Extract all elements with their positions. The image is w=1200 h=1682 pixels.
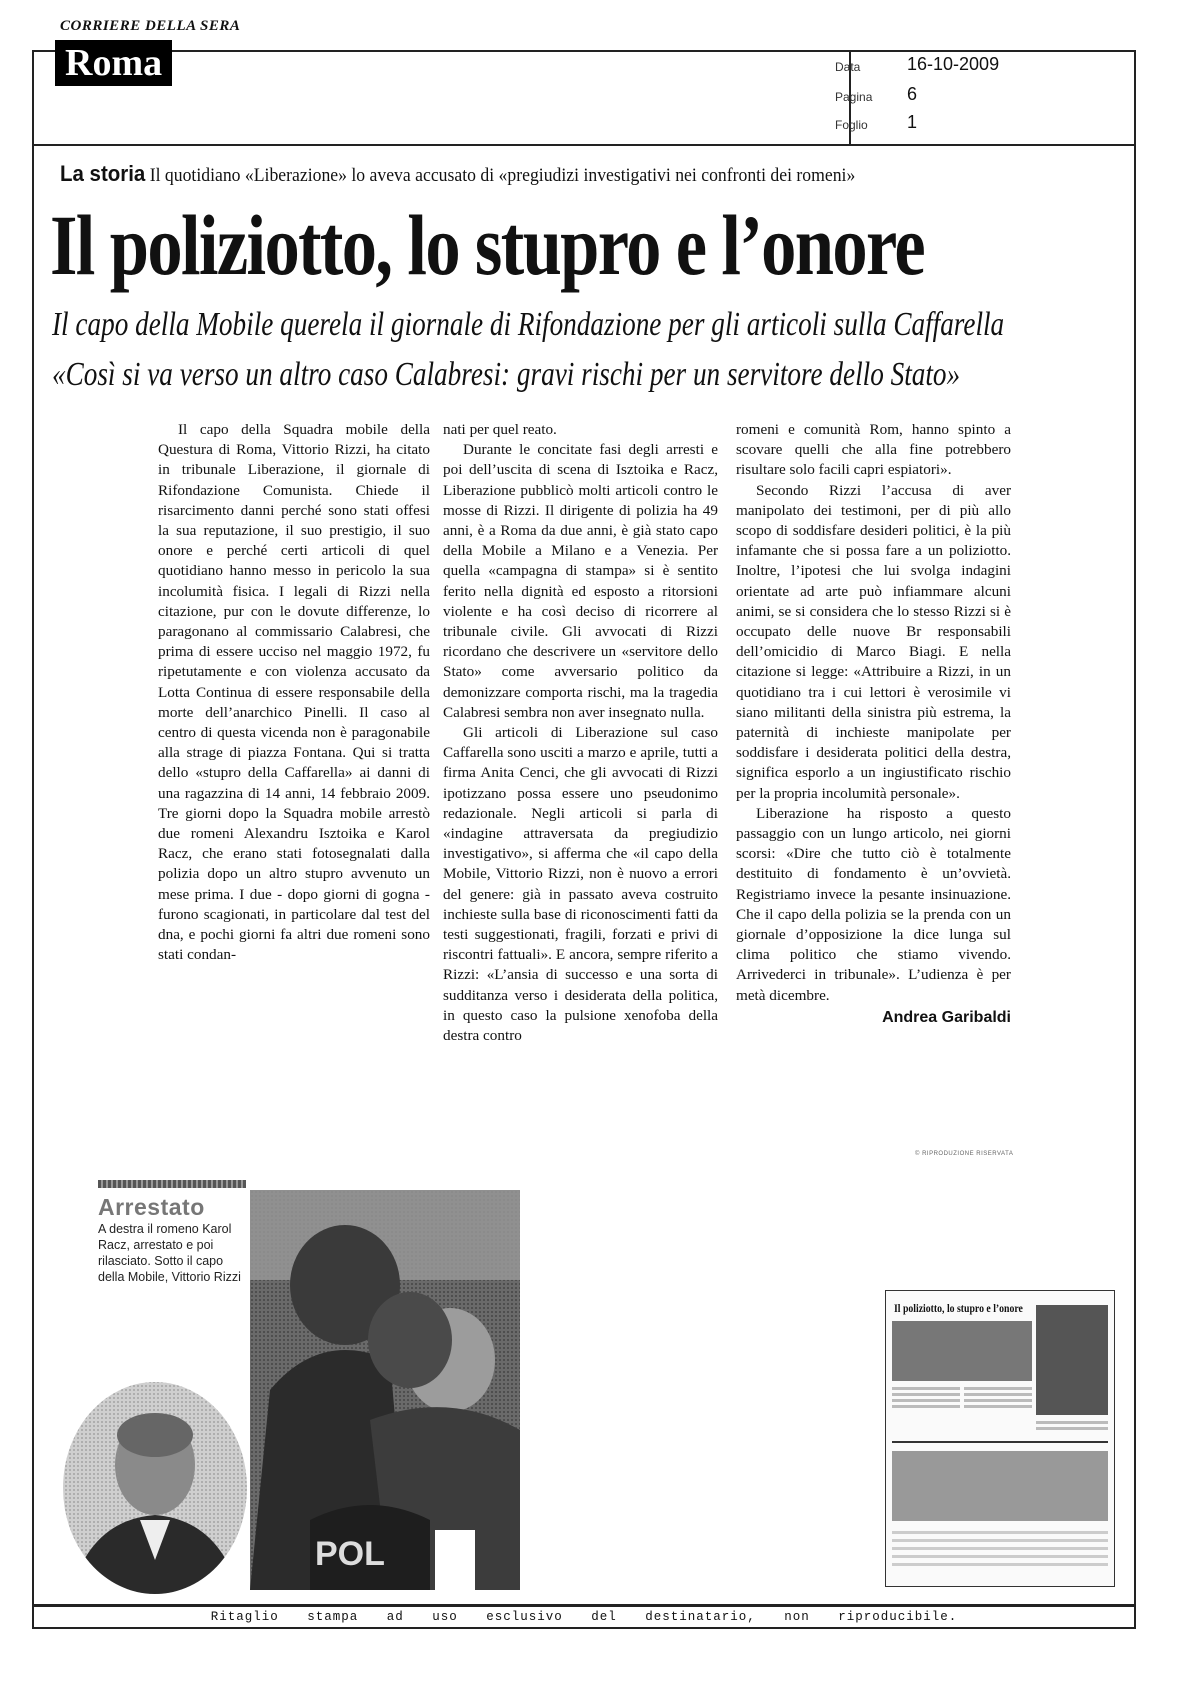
caption-title: Arrestato [98,1194,205,1220]
caption-bar [98,1180,246,1188]
footer [32,1605,1136,1629]
meta-sheet-label: Foglio [835,118,868,132]
kicker-text: Il quotidiano «Liberazione» lo aveva accusato di «pregiudizi investigativi nei confronti dei romeni» [149,165,856,186]
meta-date [835,54,1000,76]
paragraph: Durante le concitate fasi degli arresti e poi dell’uscita di scena di Isztoika e Racz, Liberazione pubblicò molti articoli contro le mosse di Rizzi. Il dirigente di polizia ha 49 anni, è a Roma da due anni, è già stato capo della Mobile a Milano e a Venezia. Per quella «campagna di stampa» si è sentito ferito nella dignità ed esposto a ritorsioni violente e ha così deciso di ricorrere al tribunale civile. Gli avvocati di Rizzi ricordano che descrivere un «servitore dello Stato» come avversario politico da demonizzare comporta rischi, ma la tragedia Calabresi sembra non aver insegnato nulla. [443,441,718,721]
edition-label: Roma [55,40,172,86]
publication-name: CORRIERE DELLA SERA [60,18,241,34]
article-column-2 [443,420,718,1046]
article-column-1 [158,420,430,965]
subtitle-2: «Così si va verso un altro caso Calabresi: gravi rischi per un servitore dello Stato» [52,356,961,393]
thumbnail-headline: Il poliziotto, lo stupro e l’onore [894,1303,1023,1315]
meta-date-label: Data [835,60,861,74]
article-column-3 [736,420,1011,1028]
meta-page-value: 6 [907,84,918,104]
kicker-label: La storia [60,161,146,186]
meta-date-value: 16-10-2009 [907,54,1000,74]
byline: Andrea Garibaldi [882,1008,1011,1026]
photo-caption [98,1180,246,1285]
footer-text: Ritaglio stampa ad uso esclusivo del destinatario, non riproducibile. [210,1610,958,1624]
police-jacket-text: POL [315,1535,385,1573]
paragraph: Secondo Rizzi l’accusa di aver manipolato dei testimoni, per di più allo scopo di soddisfare desideri politici, è la più infamante che si possa fare a un poliziotto. Inoltre, l’ipotesi che lui svolga indagini orientate ad arte può infiammare alcuni animi, se si considera che lo stesso Rizzi si è occupato delle nuove Br responsabili dell’omicidio di Marco Biagi. E nella citazione si legge: «Attribuire a Rizzi, in un quotidiano tra i cui lettori è verosimile vi siano militanti della sinistra più estrema, la paternità di inchieste manipolate per soddisfare i desiderata politici della destra, significa esporlo a un ingiustificato rischio per la propria incolumità personale». [736,481,1011,802]
page-thumbnail [885,1290,1115,1587]
paragraph-continuation: romeni e comunità Rom, hanno spinto a scovare quelli che alla fine potrebbero risultare solo facili capri espiatori». [736,421,1011,479]
meta-page-label: Pagina [835,90,873,104]
subtitle-1: Il capo della Mobile querela il giornale di Rifondazione per gli articoli sulla Caffarella [52,306,1005,343]
caption-text: A destra il romeno Karol Racz, arrestato e poi rilasciato. Sotto il capo della Mobile, Vittorio Rizzi [98,1222,241,1284]
paragraph: Gli articoli di Liberazione sul caso Caffarella sono usciti a marzo e aprile, tutti a firma Anita Cenci, che gli avvocati di Rizzi ipotizzano possa essere uno pseudonimo redazionale. Negli articoli si parla di «indagine attraversata da pregiudizio investigativo», si afferma che «il capo della Mobile, Vittorio Rizzi, non è nuovo a errori del genere: già in passato aveva costruito inchieste sulla base di riconoscimenti fatti da testi suggestionati, fragili, forzati e privi di riscontri fattuali». E ancora, sempre riferito a Rizzi: «L’ansia di successo e una sorta di sudditanza verso i desiderata della politica, in questo caso la pulsione xenofoba della destra contro [443,724,718,1045]
thumbnail-layout [886,1291,1114,1586]
paragraph-continuation: nati per quel reato. [443,421,557,438]
paragraph: Liberazione ha risposto a questo passaggio con un lungo articolo, nei giorni scorsi: «Dire che tutto ciò è totalmente destituito di fondamento è un’ovvietà. Registriamo invece la pesante insinuazione. Che il capo della polizia se la prenda con un giornale d’opposizione la dice lunga sul clima politico che stiamo vivendo. Arrivederci in tribunale». L’udienza è per metà dicembre. [736,804,1011,1004]
kicker [60,160,1046,190]
meta-sheet-value: 1 [907,112,918,132]
portrait-photo [60,1380,250,1595]
rights-notice: © RIPRODUZIONE RISERVATA [915,1151,1014,1157]
headline: Il poliziotto, lo stupro e l’onore [50,197,925,293]
paragraph: Il capo della Squadra mobile della Questura di Roma, Vittorio Rizzi, ha citato in tribunale Liberazione, il giornale di Rifondazione Comunista. Chiede il risarcimento danni perché sono stati offesi la sua reputazione, il suo prestigio, il suo onore e perché certi articoli di quel quotidiano hanno messo in pericolo la sua incolumità fisica. I legali di Rizzi nella citazione, pur con le dovute differenze, lo paragonano al commissario Calabresi, che prima di essere ucciso nel maggio 1972, fu ripetutamente e con violenza accusato da Lotta Continua di essere responsabile della morte dell’anarchico Pinelli. Il caso al centro di questa vicenda non è paragonabile alla strage di piazza Fontana. Qui si tratta dello «stupro della Caffarella» ai danni di una ragazzina di 14 anni, 14 febbraio 2009. Tre giorni dopo la Squadra mobile arrestò due romeni Alexandru Isztoika e Karol Racz, che erano stati fotosegnalati dalla polizia dopo un altro stupro avvenuto un mese prima. I due - dopo giorni di gogna - furono scagionati, in particolare dal test del dna, e pochi giorni fa altri due romeni sono stati condan- [158,421,430,964]
meta-sheet [835,112,918,134]
meta-page [835,84,918,106]
arrest-photo [250,1190,520,1590]
